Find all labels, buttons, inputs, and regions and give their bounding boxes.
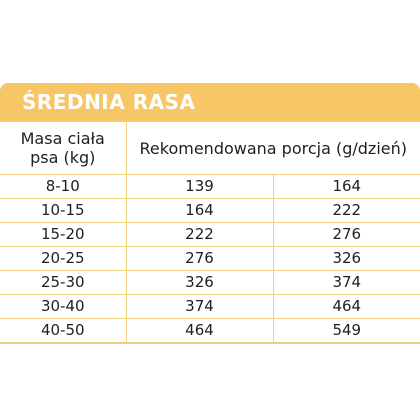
- weight-cell: 8-10: [0, 175, 126, 199]
- title-bar: [0, 83, 420, 121]
- portion-max-cell: 374: [273, 271, 420, 295]
- table-row: [0, 199, 420, 223]
- portion-min-cell: 326: [126, 271, 273, 295]
- header-body-weight: [0, 122, 126, 175]
- header-weight-line-2: psa (kg): [30, 148, 96, 167]
- table-row: [0, 175, 420, 199]
- portion-min-cell: 222: [126, 223, 273, 247]
- portion-max-cell: 164: [273, 175, 420, 199]
- table-title: ŚREDNIA RASA: [22, 90, 196, 114]
- portion-max-cell: 276: [273, 223, 420, 247]
- portion-min-cell: 374: [126, 295, 273, 319]
- weight-cell: 10-15: [0, 199, 126, 223]
- weight-cell: 20-25: [0, 247, 126, 271]
- portion-min-cell: 464: [126, 319, 273, 344]
- table-row: [0, 223, 420, 247]
- weight-cell: 30-40: [0, 295, 126, 319]
- portion-max-cell: 326: [273, 247, 420, 271]
- table-row: [0, 271, 420, 295]
- header-row: [0, 122, 420, 175]
- portion-max-cell: 549: [273, 319, 420, 344]
- table-row: [0, 295, 420, 319]
- portion-max-cell: 222: [273, 199, 420, 223]
- portion-table: [0, 121, 420, 344]
- header-weight-line-1: Masa ciała: [20, 129, 105, 148]
- weight-cell: 15-20: [0, 223, 126, 247]
- weight-cell: 25-30: [0, 271, 126, 295]
- feeding-table-card: [0, 83, 420, 339]
- weight-cell: 40-50: [0, 319, 126, 344]
- table-row: [0, 319, 420, 344]
- table-row: [0, 247, 420, 271]
- portion-min-cell: 139: [126, 175, 273, 199]
- portion-min-cell: 276: [126, 247, 273, 271]
- portion-min-cell: 164: [126, 199, 273, 223]
- portion-max-cell: 464: [273, 295, 420, 319]
- header-recommended-portion: Rekomendowana porcja (g/dzień): [126, 122, 420, 175]
